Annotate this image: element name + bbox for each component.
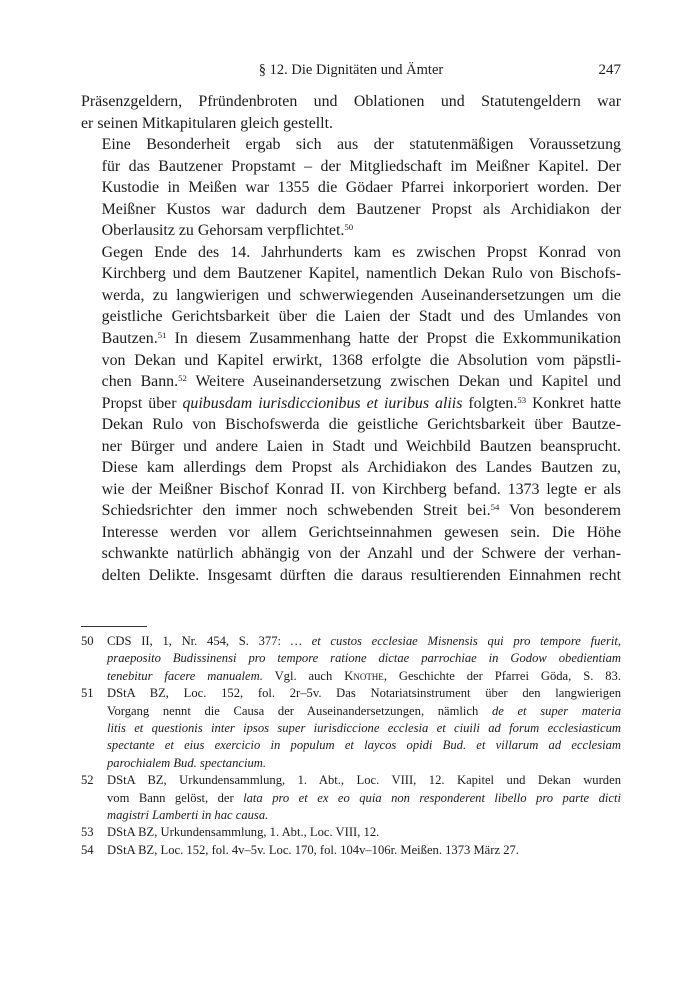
text-line: [81, 500, 621, 522]
footnote-line: [107, 633, 621, 650]
text-run: Bautzen.: [101, 330, 158, 348]
text-line: er seinen Mitkapitularen gleich gestellt.: [81, 114, 333, 132]
text-line: [81, 371, 621, 393]
footnote-line: DStA BZ, Loc. 152, fol. 4v–5v. Loc. 170, fol. 104v–106r. Meißen. 1373 März 27.: [107, 842, 519, 857]
latin-quote: lata pro et ex eo quia non responderent libello pro parte dicti: [243, 790, 621, 805]
text-line: ner Bürger und andere Laien in Stadt und Weichbild Bautzen beansprucht.: [101, 437, 621, 455]
text-line: von Dekan und Kapitel erwirkt, 1368 erfolgte die Absolution vom päpstli-: [101, 351, 621, 369]
footnote-ref-51[interactable]: 51: [157, 330, 167, 341]
footnote-number: 53: [81, 825, 94, 840]
text-line: Dekan Rulo von Bischofswerda die geistliche Gerichtsbarkeit über Bautze-: [101, 416, 621, 434]
author-name: Knothe: [344, 668, 384, 683]
footnote-ref-53[interactable]: 53: [517, 394, 527, 405]
text-line: wie der Meißner Bischof Konrad II. von Kirchberg befand. 1373 legte er als: [101, 480, 621, 498]
footnote-line: [107, 807, 621, 824]
text-line: Gegen Ende des 14. Jahrhunderts kam es zwischen Propst Konrad von: [101, 243, 621, 261]
footnote-number: 51: [81, 686, 94, 701]
text-line: Meißner Kustos war dadurch dem Bautzener Propst als Archidiakon der: [101, 200, 621, 218]
footnotes: [81, 633, 621, 859]
text-run: vom Bann gelöst, der: [107, 790, 244, 805]
footnote-number: 54: [81, 842, 94, 857]
footnote-54: [81, 842, 621, 859]
text-run: Schiedsrichter den immer noch schwebenden Streit bei.: [101, 502, 491, 520]
page-number: 247: [598, 62, 621, 78]
footnote-50: [81, 633, 621, 685]
text-line: delten Delikte. Insgesamt dürften die daraus resultierenden Einnahmen recht: [101, 567, 621, 585]
latin-quote: … et custos ecclesiae Misnensis qui pro tempore fuerit,: [290, 634, 621, 648]
latin-quote: quibusdam iurisdiccionibus et iuribus aliis: [182, 394, 463, 412]
text-line: [81, 328, 621, 350]
text-run: Propst über: [101, 394, 183, 412]
latin-quote: spectante et eius exercicio in populum et laycos opidi Bud. et villarum ad ecclesiam: [107, 738, 621, 753]
footnote-line: [107, 650, 621, 667]
latin-quote: parochialem Bud. spectancium.: [107, 755, 267, 770]
footnote-ref-52[interactable]: 52: [178, 373, 187, 384]
footnote-line: DStA BZ, Urkundensammlung, 1. Abt., Loc. VIII, 12.: [107, 825, 380, 840]
text-run: Oberlausitz zu Gehorsam verpflichtet.: [101, 222, 345, 240]
footnote-ref-50[interactable]: 50: [344, 222, 354, 233]
footnote-line: [107, 720, 621, 737]
text-line: Interesse werden vor allem Gerichtseinnahmen gewesen sein. Die Höhe: [101, 523, 621, 541]
latin-quote: magistri Lamberti in hac causa.: [107, 808, 269, 823]
latin-quote: praeposito Budissinensi pro tempore ratione dictae parrochiae in Godow obedientiam: [107, 651, 621, 666]
text-line: [81, 393, 621, 415]
footnote-separator: [81, 626, 147, 627]
footnote-line: DStA BZ, Loc. 152, fol. 2r–5v. Das Notariatsinstrument über den langwierigen: [107, 686, 621, 701]
paragraph-1: [81, 91, 621, 134]
text-line: Eine Besonderheit ergab sich aus der statutenmäßigen Voraussetzung: [101, 136, 621, 154]
text-line: für das Bautzener Propstamt – der Mitgliedschaft im Meißner Kapitel. Der: [101, 157, 621, 175]
text-line: [81, 220, 621, 242]
text-run: Weitere Auseinandersetzung zwischen Dekan und Kapitel und: [186, 373, 621, 391]
latin-quote: de et super materia: [491, 703, 621, 718]
text-line: werda, zu langwierigen und schwerwiegenden Auseinandersetzungen um die: [101, 286, 621, 304]
text-line: Präsenzgeldern, Pfründenbroten und Oblationen und Statutengeldern war: [81, 93, 621, 110]
footnote-line: [107, 790, 621, 807]
text-run: Vgl. auch: [262, 668, 345, 683]
footnote-line: [107, 755, 621, 772]
text-line: schwankte natürlich abhängig von der Anzahl und der Schwere der verhan-: [101, 545, 621, 563]
text-run: In diesem Zusammenhang hatte der Propst die Exkommunikation: [166, 330, 621, 348]
text-run: Vorgang nennt die Causa der Auseinandersetzungen, nämlich: [107, 703, 492, 718]
footnote-line: DStA BZ, Urkundensammlung, 1. Abt., Loc. VIII, 12. Kapitel und Dekan wurden: [107, 773, 621, 788]
footnote-line: [107, 737, 621, 754]
footnote-ref-54[interactable]: 54: [490, 502, 500, 513]
footnote-number: 52: [81, 773, 94, 788]
paragraph-2: [81, 134, 621, 242]
running-header: [81, 62, 621, 82]
latin-quote: litis et questionis inter ipsos super iurisdiccione ecclesia et ciuili ad forum ecclesiasticum: [107, 721, 621, 736]
text-run: Von besonderem: [499, 502, 621, 520]
text-run: Konkret hatte: [526, 394, 621, 412]
text-run: CDS II, 1, Nr. 454, S. 377:: [107, 634, 291, 648]
body-text: [81, 91, 621, 587]
text-line: Kustodie in Meißen war 1355 die Gödaer Pfarrei inkorporiert worden. Der: [101, 179, 621, 197]
footnote-line: [107, 703, 621, 720]
footnote-53: [81, 824, 621, 841]
footnote-52: [81, 772, 621, 824]
text-run: folgten.: [462, 394, 518, 412]
footnote-line: [107, 668, 621, 685]
paragraph-3: [81, 242, 621, 587]
text-run: , Geschichte der Pfarrei Göda, S. 83.: [383, 668, 622, 683]
text-run: chen Bann.: [101, 373, 179, 391]
text-line: Kirchberg und dem Bautzener Kapitel, namentlich Dekan Rulo von Bischofs-: [101, 265, 621, 283]
text-line: geistliche Gerichtsbarkeit über die Laien der Stadt und des Umlandes von: [101, 308, 621, 326]
text-line: Diese kam allerdings dem Propst als Archidiakon des Landes Bautzen zu,: [101, 459, 621, 477]
latin-quote: tenebitur facere manualem.: [107, 668, 263, 683]
footnote-number: 50: [81, 634, 94, 648]
footnote-51: [81, 685, 621, 772]
running-title: § 12. Die Dignitäten und Ämter: [258, 62, 444, 78]
